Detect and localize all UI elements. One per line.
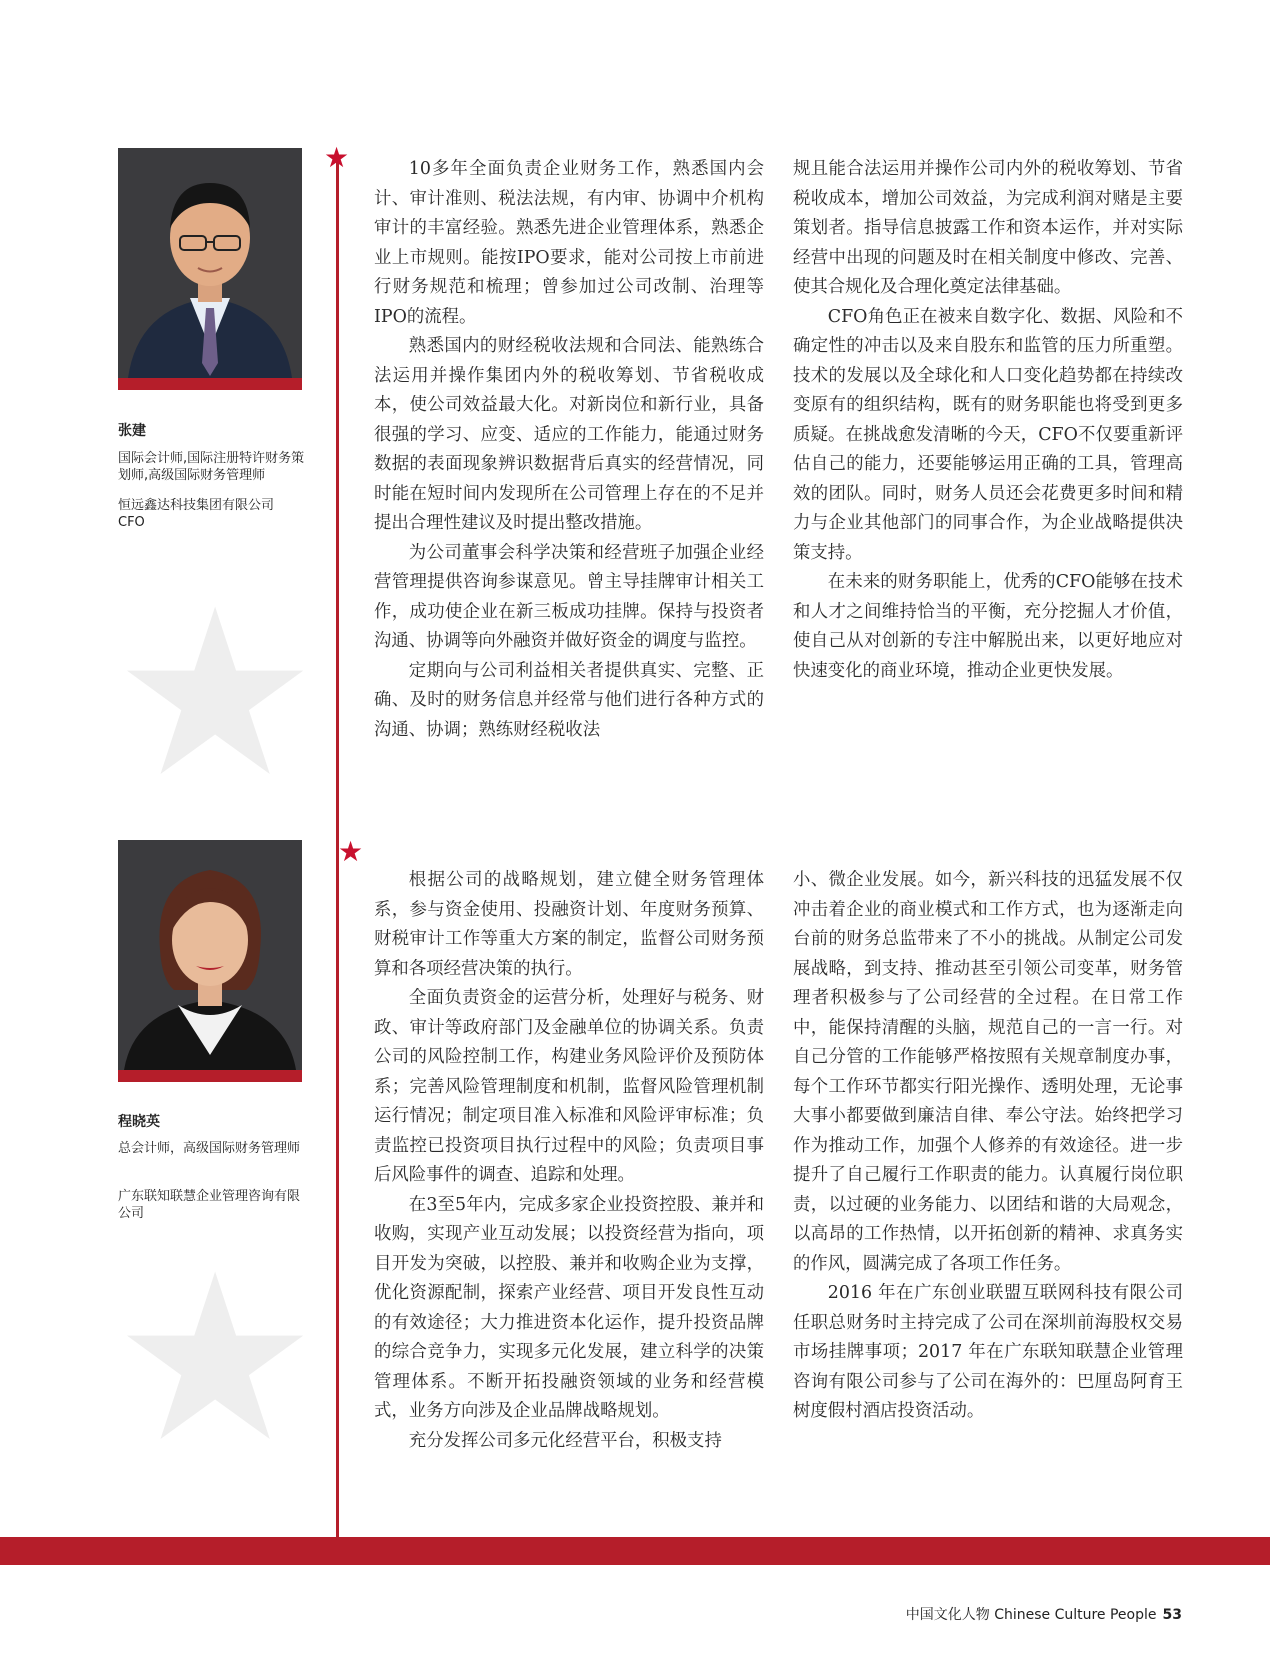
article-column [793,155,1183,686]
portrait-woman-icon [118,840,302,1070]
background-star-icon: ★ [112,1226,319,1493]
profile-name: 张建 [118,423,146,439]
paragraph: 熟悉国内的财经税收法规和合同法、能熟练合法运用并操作集团内外的税收筹划、节省税收成本，使公司效益最大化。对新岗位和新行业，具备很强的学习、应变、适应的工作能力，能通过财务数据的表面现象辨识数据背后真实的经营情况，同时能在短时间内发现所在公司管理上存在的不足并提出合理性建议及时提出整改措施。 [374,336,764,533]
paragraph: 为公司董事会科学决策和经营班子加强企业经营管理提供咨询参谋意见。曾主导挂牌审计相关工作，成功使企业在新三板成功挂牌。保持与投资者沟通、协调等向外融资并做好资金的调度与监控。 [374,542,764,651]
article-column [793,866,1183,1427]
paragraph: 10多年全面负责企业财务工作，熟悉国内会计、审计准则、税法法规，有内审、协调中介机构审计的丰富经验。熟悉先进企业管理体系，熟悉企业上市规则。能按IPO要求，能对公司按上市前进行财务规范和梳理；曾参加过公司改制、治理等IPO的流程。 [374,159,764,327]
magazine-name: 中国文化人物 Chinese Culture People [905,1607,1157,1623]
paragraph: 在3至5年内，完成多家企业投资控股、兼并和收购，实现产业互动发展；以投资经营为指向，项目开发为突破，以控股、兼并和收购企业为支撑，优化资源配制，探索产业经营、项目开发良性互动的有效途径；大力推进资本化运作，提升投资品牌的综合竞争力，实现多元化发展，建立科学的决策管理体系。不断开拓投融资领域的业务和经营模式，业务方向涉及企业品牌战略规划。 [374,1194,764,1421]
paragraph: CFO角色正在被来自数字化、数据、风险和不确定性的冲击以及来自股东和监管的压力所重塑。技术的发展以及全球化和人口变化趋势都在持续改变原有的组织结构，既有的财务职能也将受到更多质疑。在挑战愈发清晰的今天，CFO不仅要重新评估自己的能力，还要能够运用正确的工具，管理高效的团队。同时，财务人员还会花费更多时间和精力与企业其他部门的同事合作，为企业战略提供决策支持。 [793,306,1183,563]
page-number: 53 [1162,1607,1182,1623]
profile-titles: 总会计师，高级国际财务管理师 [118,1141,301,1156]
article-column [374,866,764,1456]
paragraph: 小、微企业发展。如今，新兴科技的迅猛发展不仅冲击着企业的商业模式和工作方式，也为逐渐走向台前的财务总监带来了不小的挑战。从制定公司发展战略，到支持、推动甚至引领公司变革，财务管理者积极参与了公司经营的全过程。在日常工作中，能保持清醒的头脑，规范自己的一言一行。对自己分管的工作能够严格按照有关规章制度办事，每个工作环节都实行阳光操作、透明处理，无论事大事小都要做到廉洁自律、奉公守法。始终把学习作为推动工作，加强个人修养的有效途径。进一步提升了自己履行工作职责的能力。认真履行岗位职责，以过硬的业务能力、以团结和谐的大局观念，以高昂的工作热情，以开拓创新的精神、求真务实的作风，圆满完成了各项工作任务。 [793,870,1183,1274]
profile-titles: 国际会计师,国际注册特许财务策划师,高级国际财务管理师 [118,451,305,483]
profile-photo [118,148,302,390]
paragraph: 全面负责资金的运营分析，处理好与税务、财政、审计等政府部门及金融单位的协调关系。负责公司的风险控制工作，构建业务风险评价及预防体系；完善风险管理制度和机制，监督风险管理机制运行情况；制定项目准入标准和风险评审标准；负责监控已投资项目执行过程中的风险；负责项目事后风险事件的调查、追踪和处理。 [374,988,764,1185]
portrait-man-icon [118,148,302,378]
background-star-icon: ★ [112,561,319,828]
paragraph: 2016 年在广东创业联盟互联网科技有限公司任职总财务时主持完成了公司在深圳前海股权交易市场挂牌事项；2017 年在广东联知联慧企业管理咨询有限公司参与了公司在海外的：巴厘岛阿育王树度假村酒店投资活动。 [793,1283,1183,1421]
page-footer [900,1604,1182,1624]
paragraph: 根据公司的战略规划，建立健全财务管理体系，参与资金使用、投融资计划、年度财务预算、财税审计工作等重大方案的制定，监督公司财务预算和各项经营决策的执行。 [374,870,764,979]
article-column [374,155,764,745]
profile-company: 广东联知联慧企业管理咨询有限公司 [118,1189,301,1221]
photo-accent-bar [118,378,302,390]
paragraph: 充分发挥公司多元化经营平台，积极支持 [408,1430,722,1451]
footer-band [0,1537,1270,1565]
photo-accent-bar [118,1070,302,1082]
red-star-icon: ★ [324,141,350,174]
red-star-icon: ★ [338,835,364,868]
profile-name: 程晓英 [118,1114,160,1130]
paragraph: 规且能合法运用并操作公司内外的税收筹划、节省税收成本，增加公司效益，为完成利润对赌是主要策划者。指导信息披露工作和资本运作，并对实际经营中出现的问题及时在相关制度中修改、完善、使其合规化及合理化奠定法律基础。 [793,159,1183,297]
paragraph: 在未来的财务职能上，优秀的CFO能够在技术和人才之间维持恰当的平衡，充分挖掘人才价值，使自己从对创新的专注中解脱出来，以更好地应对快速变化的商业环境，推动企业更快发展。 [793,572,1183,681]
profile-photo [118,840,302,1082]
paragraph: 定期向与公司利益相关者提供真实、完整、正确、及时的财务信息并经常与他们进行各种方式的沟通、协调；熟练财经税收法 [374,660,764,740]
profile-company: 恒远鑫达科技集团有限公司CFO [118,498,275,530]
